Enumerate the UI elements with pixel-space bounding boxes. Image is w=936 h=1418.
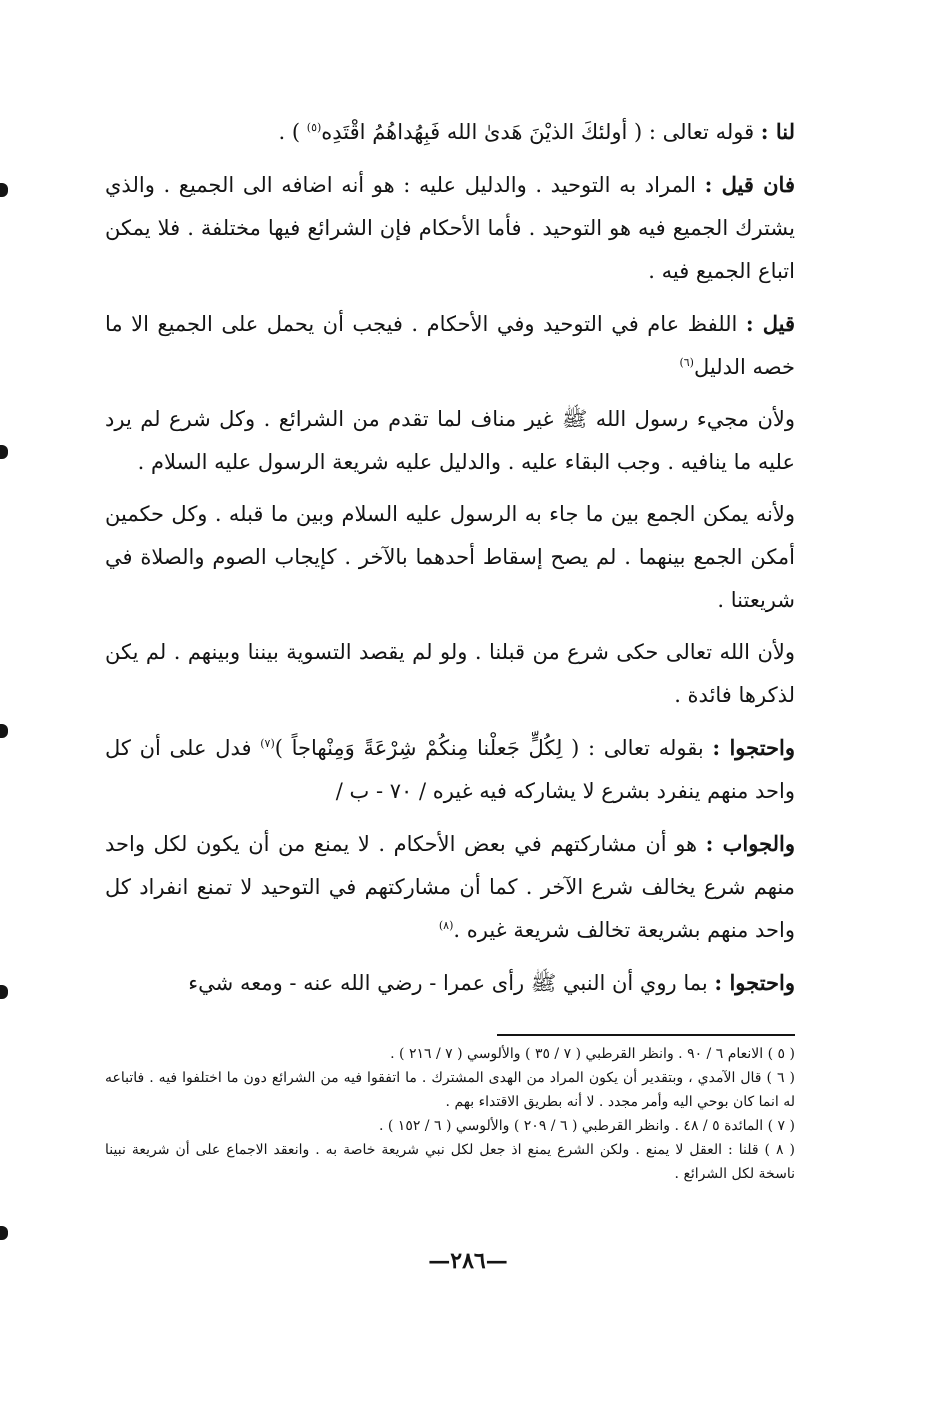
- footnote-ref-7: (٧): [260, 737, 275, 750]
- paragraph-text: قوله تعالى : ( أولئكَ الذيْنَ هَدىٰ الله فَبِهُداهُمُ اقْتَدِه: [321, 120, 761, 144]
- footnote-ref-5: (٥): [306, 121, 322, 134]
- footnote-ref-8: (٨): [438, 919, 454, 932]
- scan-edge-mark-1: [0, 183, 8, 197]
- paragraph-text: ولأن مجيء رسول الله ﷺ غير مناف لما تقدم من الشرائع . وكل شرع لم يرد عليه ما ينافيه . وجب البقاء عليه . والدليل عليه شريعة الرسول عليه السلام .: [105, 407, 795, 474]
- paragraph-text: اللفظ عام في التوحيد وفي الأحكام . فيجب أن يحمل على الجميع الا ما خصه الدليل: [105, 312, 795, 379]
- paragraph-argument-1: [105, 398, 795, 484]
- paragraph-text: بقوله تعالى : ( لِكُلٍّ جَعلْنا مِنكُمْ شِرْعَةً وَمِنْهاجاً ): [274, 736, 713, 760]
- paragraph-lead: قيل :: [745, 311, 795, 336]
- footnote-5: ( ٥ ) الانعام ٦ / ٩٠ . وانظر القرطبي ( ٧ / ٣٥ ) والألوسي ( ٧ / ٢١٦ ) .: [390, 1046, 795, 1062]
- footnote-separator: [497, 1034, 795, 1036]
- paragraph-tail: فدل على أن كل واحد منهم ينفرد بشرع لا يشاركه فيه غيره / ٧٠ - ب /: [105, 736, 795, 803]
- footnote-ref-6: (٦): [679, 356, 694, 369]
- scan-edge-mark-2: [0, 445, 8, 459]
- paragraph-text: المراد به التوحيد . والدليل عليه : هو أنه اضافه الى الجميع . والذي يشترك الجميع فيه هو التوحيد . فأما الأحكام فإن الشرائع فيها مختلفة . فلا يمكن اتباع الجميع فيه .: [105, 173, 795, 283]
- main-text: [105, 110, 795, 1014]
- paragraph-argument-2: [105, 493, 795, 622]
- paragraph-lead: واحتجوا :: [714, 970, 795, 995]
- scan-edge-mark-4: [0, 985, 8, 999]
- paragraph-lead: والجواب :: [705, 831, 795, 856]
- footnotes: [105, 1042, 795, 1186]
- paragraph-opponents-2: [105, 961, 795, 1005]
- paragraph-lead: فان قيل :: [704, 172, 795, 197]
- paragraph-text: بما روي أن النبي ﷺ رأى عمرا - رضي الله عنه - ومعه شيء: [188, 971, 715, 995]
- paragraph-text: ولأنه يمكن الجمع بين ما جاء به الرسول عليه السلام وبين ما قبله . وكل حكمين أمكن الجمع بينهما . لم يصح إسقاط أحدهما بالآخر . كإيجاب الصوم والصلاة في شريعتنا .: [105, 502, 795, 612]
- paragraph-text: هو أن مشاركتهم في بعض الأحكام . لا يمنع من أن يكون لكل واحد منهم شرع يخالف شرع الآخر . كما أن مشاركتهم في التوحيد لا تمنع انفراد كل واحد منهم بشريعة تخالف شريعة غيره .: [105, 832, 795, 942]
- footnote-7: ( ٧ ) المائدة ٥ / ٤٨ . وانظر القرطبي ( ٦ / ٢٠٩ ) والألوسي ( ٦ / ١٥٢ ) .: [378, 1118, 795, 1134]
- page-number: —٢٨٦—: [428, 1248, 508, 1274]
- footnote-6: ( ٦ ) قال الآمدي ، وبتقدير أن يكون المراد من الهدى المشترك . ما اتفقوا فيه من الشرائع دون ما اختلفوا فيه . فاتباعه له انما كان بوحي اليه وأمر مجدد . لا أنه بطريق الاقتداء بهم .: [105, 1070, 795, 1110]
- paragraph-lana: [105, 110, 795, 154]
- scan-edge-mark-5: [0, 1226, 8, 1240]
- paragraph-reply: [105, 302, 795, 389]
- paragraph-objection: [105, 163, 795, 293]
- paragraph-argument-3: [105, 631, 795, 717]
- paragraph-tail: ) .: [278, 120, 307, 144]
- footnote-8: ( ٨ ) قلنا : العقل لا يمنع . ولكن الشرع يمنع اذ جعل لكل نبي شريعة خاصة به . وانعقد الاجماع على أن شريعة نبينا ناسخة لكل الشرائع .: [105, 1142, 795, 1182]
- paragraph-lead: لنا :: [760, 119, 795, 144]
- paragraph-text: ولأن الله تعالى حكى شرع من قبلنا . ولو لم يقصد التسوية بيننا وبينهم . لم يكن لذكرها فائدة .: [105, 640, 795, 707]
- scan-edge-mark-3: [0, 724, 8, 738]
- paragraph-opponents-1: [105, 726, 795, 813]
- paragraph-lead: واحتجوا :: [712, 735, 795, 760]
- paragraph-answer: [105, 822, 795, 952]
